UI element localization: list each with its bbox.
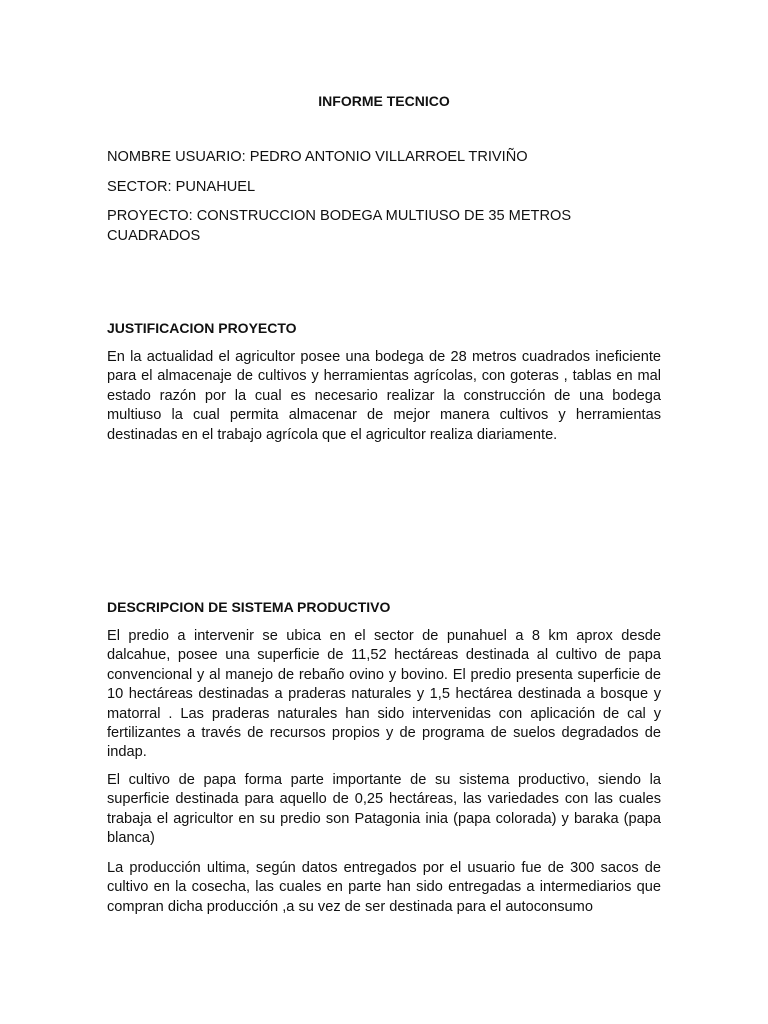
document-title: INFORME TECNICO [318, 93, 450, 109]
heading-justificacion: JUSTIFICACION PROYECTO [107, 320, 297, 336]
field-proyecto: PROYECTO: CONSTRUCCION BODEGA MULTIUSO DE 35 METROS CUADRADOS [107, 208, 572, 244]
paragraph-justificacion: En la actualidad el agricultor posee una bodega de 28 metros cuadrados ineficiente para el almacenaje de cultivos y herramientas agrícolas, con goteras , tablas en mal estado razón por la cual es necesario realizar la construcción de una bodega multiuso la cual permita almacenar de mejor manera cultivos y herramientas destinadas en el trabajo agrícola que el agricultor realiza diariamente. [107, 349, 661, 443]
paragraph-descripcion-3: La producción ultima, según datos entregados por el usuario fue de 300 sacos de cultivo en la cosecha, las cuales en parte han sido entregadas a intermediarios que compran dicha producción ,a su vez de ser destinada para el autoconsumo [107, 860, 661, 915]
field-nombre-usuario: NOMBRE USUARIO: PEDRO ANTONIO VILLARROEL TRIVIÑO [107, 149, 528, 165]
paragraph-descripcion-2: El cultivo de papa forma parte importante de su sistema productivo, siendo la superficie destinada para aquello de 0,25 hectáreas, las variedades con las cuales trabaja el agricultor en su predio son Patagonia inia (papa colorada) y baraka (papa blanca) [107, 772, 661, 847]
paragraph-descripcion-1: El predio a intervenir se ubica en el sector de punahuel a 8 km aprox desde dalcahue, posee una superficie de 11,52 hectáreas destinada al cultivo de papa convencional y al manejo de rebaño ovino y bovino. El predio presenta superficie de 10 hectáreas destinadas a praderas naturales y 1,5 hectárea destinada a bosque y matorral . Las praderas naturales han sido intervenidas con aplicación de cal y fertilizantes a través de recursos propios y de programa de suelos degradados de indap. [107, 628, 661, 761]
field-sector: SECTOR: PUNAHUEL [107, 179, 256, 195]
heading-descripcion: DESCRIPCION DE SISTEMA PRODUCTIVO [107, 599, 391, 615]
